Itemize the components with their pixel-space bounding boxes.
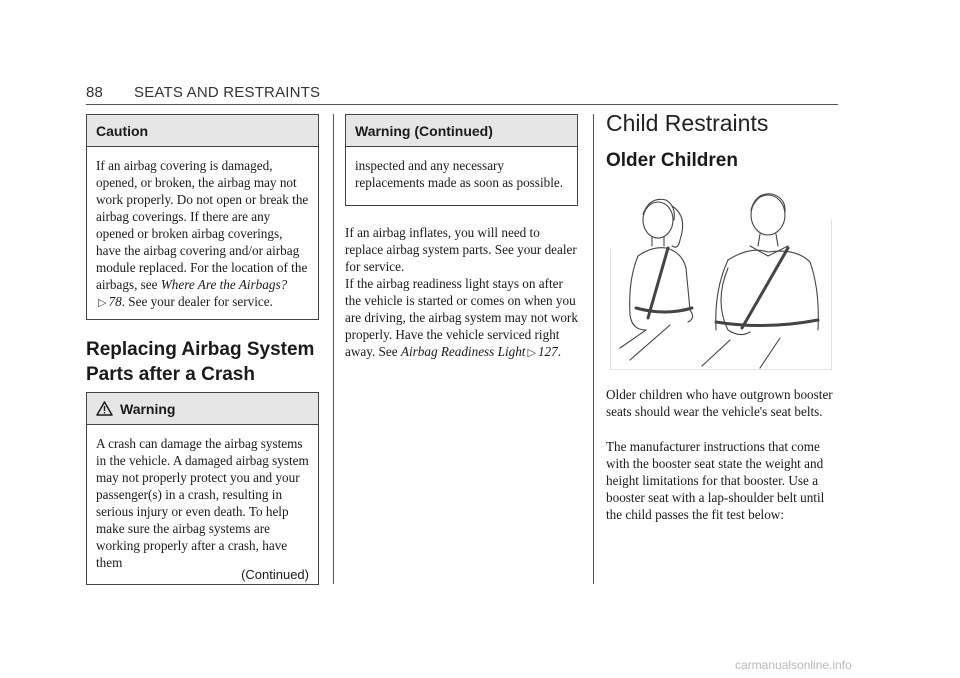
warning-body: A crash can damage the airbag systems in the vehicle. A damaged airbag system may not properly protect you and your passenger(s) in a crash, resulting in serious injury or even death. To help make sure the airbag systems are working properly after a crash, have them <box>96 436 309 570</box>
column-divider-left <box>333 114 334 584</box>
older-children-seatbelt-illustration <box>610 190 832 370</box>
caution-text: If an airbag covering is damaged, opened, or broken, the airbag may not work properly. Do not open or break the airbag coverings. If there are any opened or broken airbag coverings, have the airbag covering and/or airbag module replaced. For the location of the airbags, see <box>96 158 309 292</box>
column-divider-right <box>593 114 594 584</box>
subsection-heading-older-children: Older Children <box>606 150 738 171</box>
caution-box <box>86 114 319 320</box>
paragraph-readiness-light <box>345 275 581 362</box>
caution-title: Caution <box>87 115 318 147</box>
page-ref-icon: ▷ <box>527 347 536 359</box>
section-heading-replacing: Replacing Airbag System Parts after a Crash <box>86 339 315 385</box>
readiness-text: If the airbag readiness light stays on after the vehicle is started or comes on when you are driving, the airbag system may not work properly. Have the vehicle serviced right away. See <box>345 276 578 359</box>
section-title: SEATS AND RESTRAINTS <box>134 84 321 101</box>
running-header <box>86 84 838 106</box>
readiness-text-end: . <box>557 344 562 359</box>
readiness-link-page[interactable]: 127 <box>537 344 558 359</box>
footer-watermark: carmanualsonline.info <box>735 658 852 672</box>
warning-title: Warning <box>120 400 176 417</box>
readiness-link[interactable]: Airbag Readiness Light <box>400 344 526 359</box>
warning-continued-body: inspected and any necessary replacements made as soon as possible. <box>355 158 564 190</box>
page-number: 88 <box>86 84 104 101</box>
warning-box <box>86 392 319 585</box>
paragraph-manufacturer-instructions: The manufacturer instructions that come with the booster seat state the weight and height limitations for that booster. Use a booster seat with a lap-shoulder belt until the child passes the fit test below: <box>606 439 825 522</box>
caution-text-end: . See your dealer for service. <box>121 294 273 309</box>
chapter-title: Child Restraints <box>606 110 769 136</box>
caution-link[interactable]: Where Are the Airbags? <box>160 277 288 292</box>
continued-label: (Continued) <box>241 567 309 582</box>
page-ref-icon: ▷ <box>98 297 107 309</box>
caution-body <box>87 147 318 320</box>
warning-continued-box <box>345 114 578 206</box>
warning-header <box>87 393 318 425</box>
paragraph-older-children: Older children who have outgrown booster seats should wear the vehicle's seat belts. <box>606 387 833 419</box>
header-rule <box>86 104 838 105</box>
children-in-seatbelts-image <box>610 190 832 370</box>
warning-triangle-icon <box>96 401 113 416</box>
caution-link-page[interactable]: 78 <box>108 294 122 309</box>
warning-continued-title: Warning (Continued) <box>346 115 577 147</box>
paragraph-airbag-inflates: If an airbag inflates, you will need to replace airbag system parts. See your dealer for service. <box>345 225 577 274</box>
